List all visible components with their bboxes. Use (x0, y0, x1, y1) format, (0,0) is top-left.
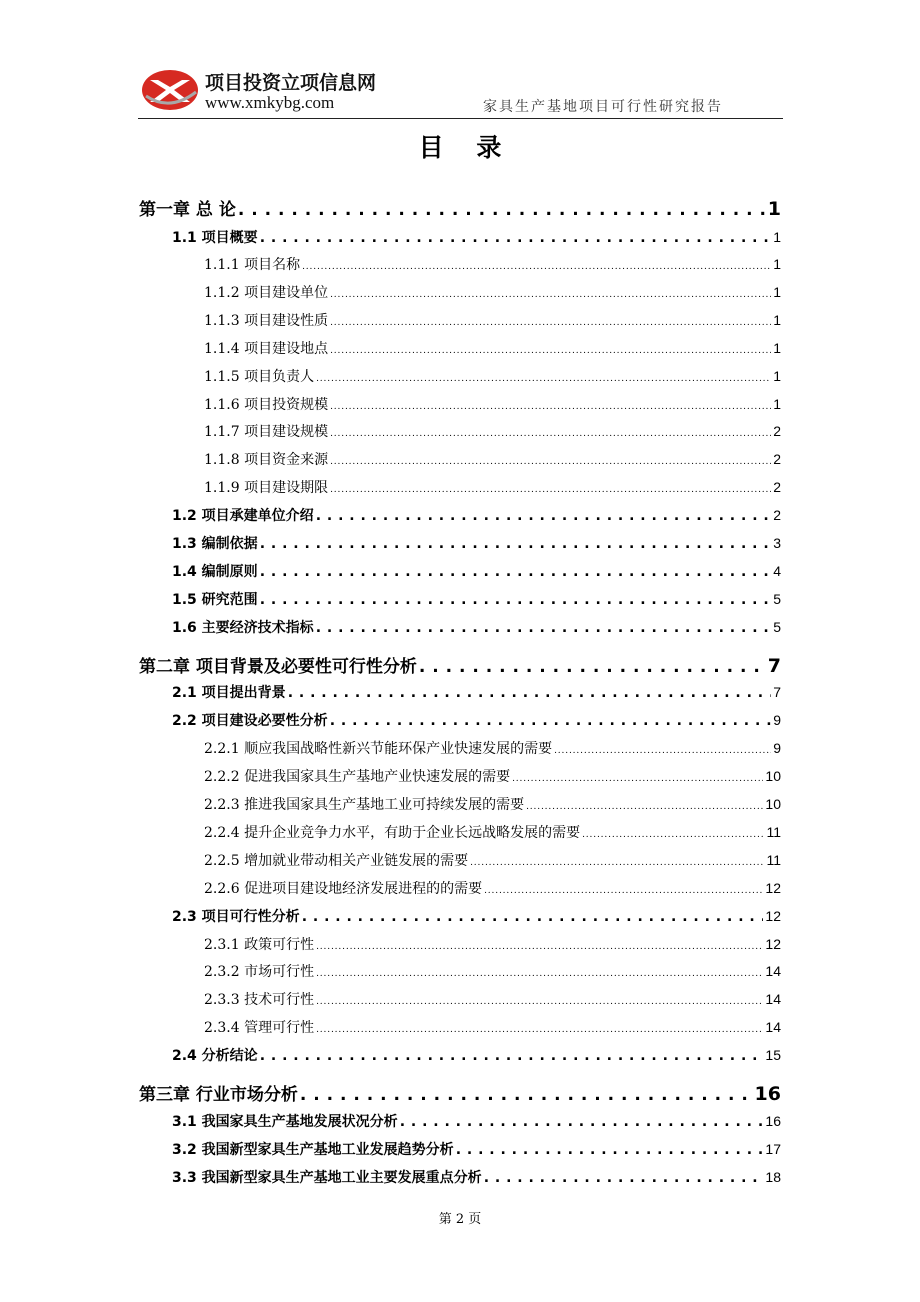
toc-entry-level-2[interactable] (172, 682, 781, 702)
toc-entry-label: 1.1.3 项目建设性质 (204, 313, 329, 329)
toc-entry-page: 2 (773, 451, 781, 467)
page-number-footer: 第 2 页 (438, 1212, 482, 1227)
toc-entry-level-2[interactable] (172, 710, 781, 730)
toc-entry-page: 15 (765, 1047, 781, 1063)
toc-entry-level-3[interactable] (204, 254, 781, 274)
toc-dot-leader (330, 402, 771, 412)
toc-entry-level-3[interactable] (204, 421, 781, 441)
toc-entry-level-3[interactable] (204, 766, 781, 786)
header-divider (138, 118, 783, 119)
toc-entry-label: 2.3 项目可行性分析 (172, 909, 300, 925)
toc-entry-level-2[interactable] (172, 906, 781, 926)
toc-entry-page: 5 (773, 619, 781, 635)
toc-entry-level-3[interactable] (204, 878, 781, 898)
toc-entry-label: 2.4 分析结论 (172, 1048, 258, 1064)
toc-entry-label: 2.2.3 推进我国家具生产基地工业可持续发展的需要 (204, 797, 525, 813)
toc-entry-level-2[interactable] (172, 1139, 781, 1159)
toc-dot-leader (316, 620, 772, 636)
toc-entry-page: 4 (773, 563, 781, 579)
toc-entry-label: 3.1 我国家具生产基地发展状况分析 (172, 1114, 398, 1130)
toc-entry-level-3[interactable] (204, 477, 781, 497)
toc-dot-leader (302, 909, 764, 925)
toc-dot-leader (302, 262, 771, 272)
toc-entry-level-3[interactable] (204, 934, 781, 954)
toc-entry-label: 1.2 项目承建单位介绍 (172, 508, 314, 524)
toc-entry-level-2[interactable] (172, 617, 781, 637)
toc-dot-leader (330, 713, 772, 729)
toc-entry-label: 2.2.2 促进我国家具生产基地产业快速发展的需要 (204, 769, 511, 785)
toc-entry-level-2[interactable] (172, 505, 781, 525)
toc-dot-leader (260, 564, 772, 580)
toc-entry-level-3[interactable] (204, 1017, 781, 1037)
toc-entry-label: 2.2.4 提升企业竞争力水平，有助于企业长远战略发展的需要 (204, 825, 581, 841)
toc-entry-page: 2 (773, 507, 781, 523)
toc-entry-page: 1 (773, 312, 781, 328)
toc-dot-leader (316, 969, 763, 979)
toc-entry-label: 第二章 项目背景及必要性可行性分析 (139, 657, 417, 677)
toc-entry-page: 9 (773, 712, 781, 728)
toc-entry-page: 5 (773, 591, 781, 607)
toc-entry-level-2[interactable] (172, 533, 781, 553)
toc-entry-level-2[interactable] (172, 1045, 781, 1065)
toc-entry-page: 12 (765, 880, 781, 896)
toc-entry-page: 2 (773, 423, 781, 439)
toc-dot-leader (260, 230, 772, 246)
toc-entry-level-3[interactable] (204, 822, 781, 842)
toc-entry-label: 3.3 我国新型家具生产基地工业主要发展重点分析 (172, 1170, 482, 1186)
toc-dot-leader (260, 536, 772, 552)
toc-entry-label: 1.1.1 项目名称 (204, 257, 301, 273)
toc-heading: 目 录 (418, 133, 514, 162)
toc-entry-page: 1 (773, 229, 781, 245)
toc-entry-label: 1.1.5 项目负责人 (204, 369, 315, 385)
toc-entry-level-3[interactable] (204, 394, 781, 414)
toc-dot-leader (484, 886, 763, 896)
toc-entry-label: 1.1 项目概要 (172, 230, 258, 246)
toc-entry-label: 1.1.8 项目资金来源 (204, 452, 329, 468)
toc-entry-level-1[interactable] (139, 1080, 781, 1105)
toc-entry-label: 2.3.3 技术可行性 (204, 992, 315, 1008)
toc-dot-leader (330, 485, 771, 495)
toc-entry-page: 2 (773, 479, 781, 495)
toc-entry-page: 1 (773, 340, 781, 356)
toc-dot-leader (330, 290, 771, 300)
toc-entry-level-3[interactable] (204, 282, 781, 302)
toc-entry-level-1[interactable] (139, 195, 781, 220)
toc-entry-page: 1 (773, 396, 781, 412)
toc-entry-page: 7 (767, 655, 781, 677)
toc-entry-level-1[interactable] (139, 652, 781, 677)
toc-entry-level-3[interactable] (204, 449, 781, 469)
toc-entry-level-2[interactable] (172, 589, 781, 609)
toc-entry-page: 1 (773, 284, 781, 300)
toc-entry-page: 1 (767, 198, 781, 220)
toc-entry-page: 10 (765, 768, 781, 784)
toc-entry-page: 9 (773, 740, 781, 756)
toc-entry-label: 2.3.4 管理可行性 (204, 1020, 315, 1036)
toc-dot-leader (288, 685, 772, 701)
toc-entry-label: 2.2.5 增加就业带动相关产业链发展的需要 (204, 853, 469, 869)
toc-dot-leader (260, 1048, 764, 1064)
toc-entry-level-3[interactable] (204, 989, 781, 1009)
site-logo-icon (140, 66, 200, 112)
toc-entry-page: 12 (765, 936, 781, 952)
toc-entry-level-3[interactable] (204, 310, 781, 330)
toc-entry-level-3[interactable] (204, 366, 781, 386)
toc-dot-leader (316, 508, 772, 524)
toc-dot-leader (316, 942, 763, 952)
toc-entry-label: 1.4 编制原则 (172, 564, 258, 580)
toc-dot-leader (330, 457, 771, 467)
toc-dot-leader (456, 1142, 764, 1158)
logo-title: 项目投资立项信息网 (205, 72, 377, 94)
toc-entry-page: 16 (765, 1113, 781, 1129)
toc-entry-page: 11 (766, 824, 781, 840)
toc-dot-leader (316, 374, 771, 384)
toc-dot-leader (526, 802, 763, 812)
toc-entry-page: 7 (773, 684, 781, 700)
toc-entry-level-2[interactable] (172, 1167, 781, 1187)
toc-entry-label: 第一章 总 论 (139, 200, 236, 220)
toc-entry-label: 2.3.2 市场可行性 (204, 964, 315, 980)
toc-entry-page: 14 (765, 963, 781, 979)
toc-dot-leader (330, 346, 771, 356)
toc-entry-label: 1.1.6 项目投资规模 (204, 397, 329, 413)
toc-entry-page: 1 (773, 256, 781, 272)
toc-entry-label: 1.3 编制依据 (172, 536, 258, 552)
toc-dot-leader (316, 997, 763, 1007)
toc-dot-leader (554, 746, 771, 756)
toc-entry-level-2[interactable] (172, 227, 781, 247)
toc-entry-level-2[interactable] (172, 561, 781, 581)
toc-entry-page: 18 (765, 1169, 781, 1185)
toc-dot-leader (484, 1170, 764, 1186)
toc-dot-leader (330, 429, 771, 439)
toc-entry-label: 2.2.6 促进项目建设地经济发展进程的的需要 (204, 881, 483, 897)
toc-entry-page: 1 (773, 368, 781, 384)
toc-entry-label: 1.1.4 项目建设地点 (204, 341, 329, 357)
document-title: 家具生产基地项目可行性研究报告 (483, 99, 723, 115)
toc-entry-level-3[interactable] (204, 738, 781, 758)
toc-dot-leader (300, 1085, 753, 1105)
toc-dot-leader (238, 200, 766, 220)
toc-entry-label: 1.1.7 项目建设规模 (204, 424, 329, 440)
toc-entry-page: 17 (765, 1141, 781, 1157)
toc-entry-label: 1.6 主要经济技术指标 (172, 620, 314, 636)
toc-entry-page: 16 (754, 1083, 781, 1105)
toc-entry-page: 11 (766, 852, 781, 868)
toc-entry-label: 2.2.1 顺应我国战略性新兴节能环保产业快速发展的需要 (204, 741, 553, 757)
logo-url: www.xmkybg.com (205, 93, 335, 112)
toc-entry-label: 2.3.1 政策可行性 (204, 937, 315, 953)
toc-dot-leader (316, 1025, 763, 1035)
toc-dot-leader (330, 318, 771, 328)
toc-dot-leader (419, 657, 766, 677)
toc-entry-page: 14 (765, 991, 781, 1007)
toc-dot-leader (512, 774, 763, 784)
toc-entry-level-3[interactable] (204, 961, 781, 981)
toc-dot-leader (260, 592, 772, 608)
toc-entry-page: 10 (765, 796, 781, 812)
toc-entry-label: 2.1 项目提出背景 (172, 685, 286, 701)
toc-dot-leader (582, 830, 764, 840)
toc-entry-label: 1.5 研究范围 (172, 592, 258, 608)
toc-entry-label: 1.1.2 项目建设单位 (204, 285, 329, 301)
toc-entry-page: 3 (773, 535, 781, 551)
toc-dot-leader (470, 858, 764, 868)
toc-entry-level-3[interactable] (204, 338, 781, 358)
page-header (138, 60, 783, 120)
toc-entry-level-3[interactable] (204, 850, 781, 870)
toc-dot-leader (400, 1114, 764, 1130)
toc-entry-level-3[interactable] (204, 794, 781, 814)
toc-entry-page: 14 (765, 1019, 781, 1035)
toc-entry-label: 1.1.9 项目建设期限 (204, 480, 329, 496)
toc-entry-page: 12 (765, 908, 781, 924)
toc-entry-label: 第三章 行业市场分析 (139, 1085, 298, 1105)
toc-entry-label: 3.2 我国新型家具生产基地工业发展趋势分析 (172, 1142, 454, 1158)
toc-entry-level-2[interactable] (172, 1111, 781, 1131)
toc-entry-label: 2.2 项目建设必要性分析 (172, 713, 328, 729)
